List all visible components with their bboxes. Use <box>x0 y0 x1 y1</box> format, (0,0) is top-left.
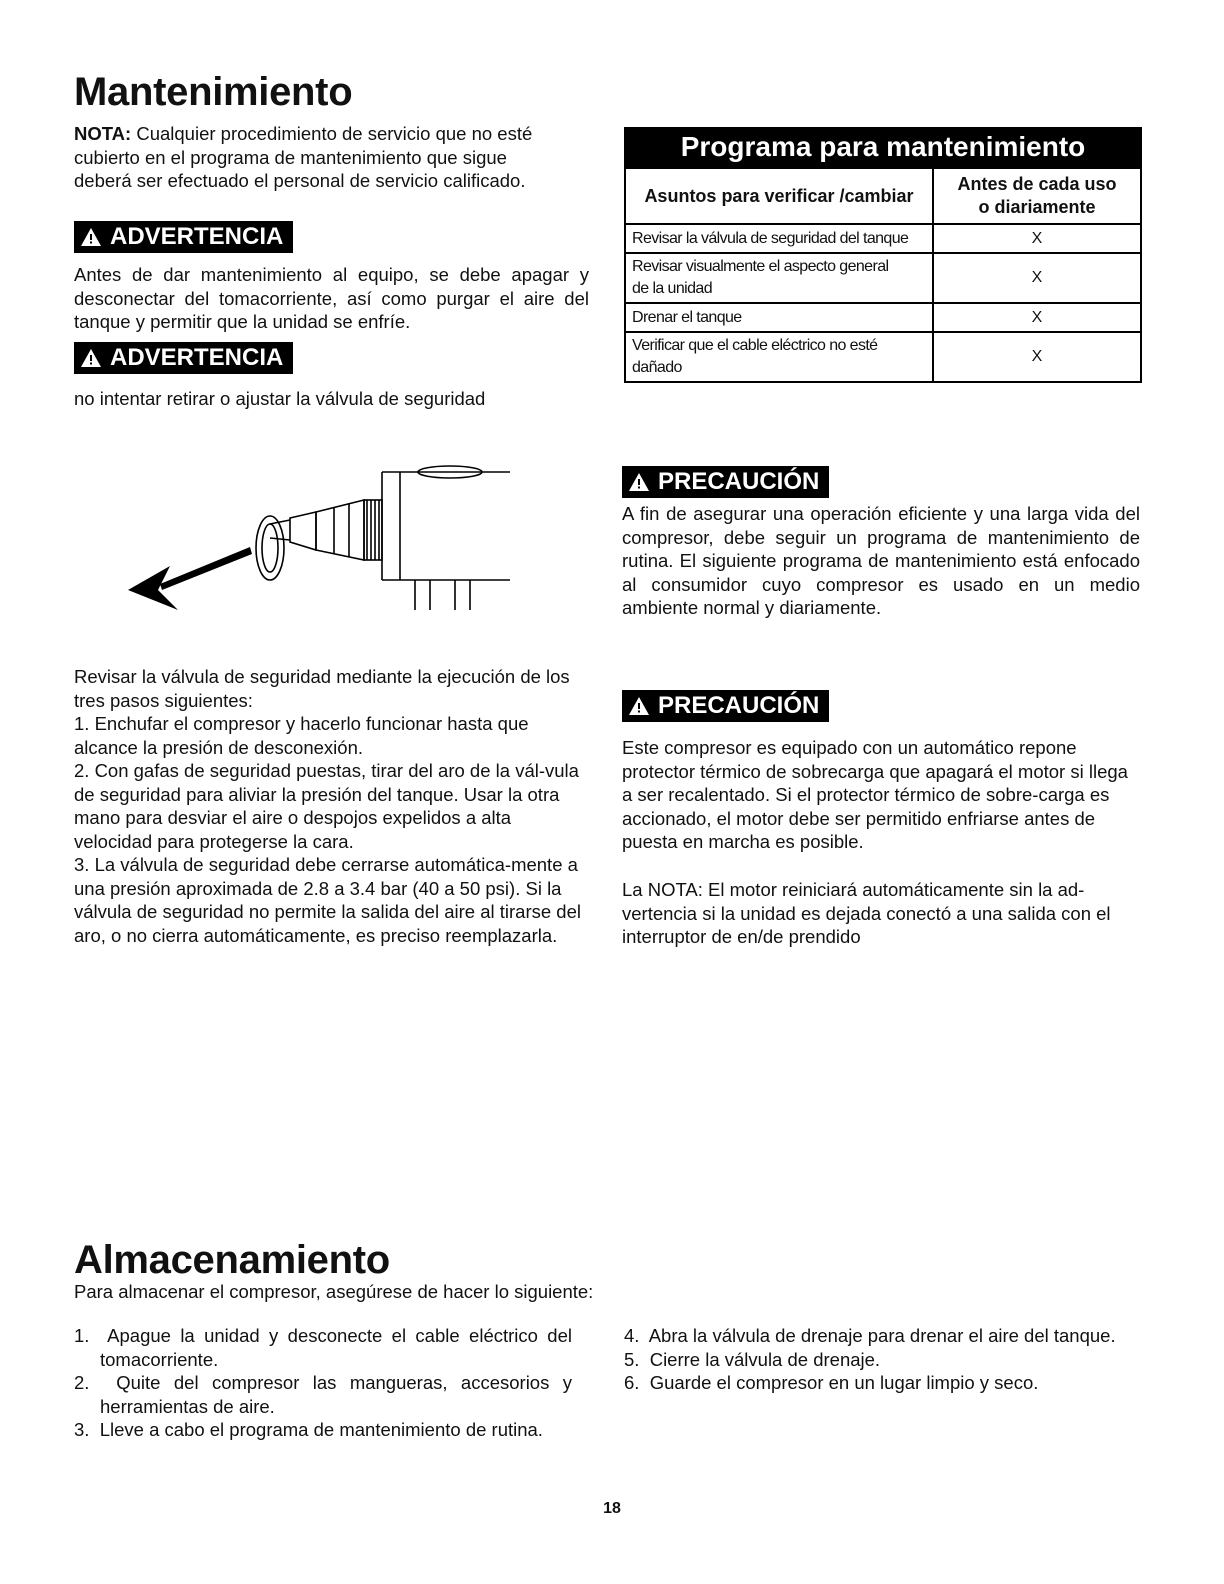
table-cell-mark: X <box>933 332 1141 382</box>
table-cell-mark: X <box>933 224 1141 253</box>
warning-triangle-icon <box>80 348 102 368</box>
storage-intro: Para almacenar el compresor, asegúrese de hacer lo siguiente: <box>74 1281 594 1302</box>
table-row <box>625 253 1141 303</box>
warning-banner <box>74 221 293 253</box>
warning-triangle-icon <box>628 696 650 716</box>
caution-text: Este compresor es equipado con un automático repone protector térmico de sobrecarga que apagará el motor si llega a ser recalentado. Si el protector térmico de sobre-carga es accionado, el motor debe ser permitido enfriarse antes de puesta en marcha es posible. <box>622 737 1128 852</box>
storage-title: Almacenamiento <box>74 1238 390 1282</box>
valve-check-step: 1. Enchufar el compresor y hacerlo funcionar hasta que alcance la presión de desconexión. <box>74 713 529 758</box>
table-header-row <box>625 168 1141 224</box>
list-item: 5. Cierre la válvula de drenaje. <box>624 1348 881 1370</box>
storage-list-right <box>624 1324 1124 1395</box>
table-row <box>625 332 1141 382</box>
page-title: Mantenimiento <box>74 70 353 114</box>
caution-label: PRECAUCIÓN <box>658 468 820 495</box>
schedule-table <box>624 167 1142 383</box>
table-row <box>625 303 1141 332</box>
list-item: 3. Lleve a cabo el programa de mantenimiento de rutina. <box>74 1419 543 1440</box>
warning-label: ADVERTENCIA <box>110 344 284 371</box>
table-cell: Drenar el tanque <box>625 303 933 332</box>
table-cell: Revisar la válvula de seguridad del tanque <box>625 224 933 253</box>
caution-label: PRECAUCIÓN <box>658 692 820 719</box>
safety-valve-figure <box>120 462 520 612</box>
note-label: NOTA: <box>74 123 132 144</box>
warning-text: no intentar retirar o ajustar la válvula de seguridad <box>74 388 486 409</box>
caution-banner <box>622 466 829 498</box>
warning-label: ADVERTENCIA <box>110 223 284 250</box>
list-item: 4. Abra la válvula de drenaje para drenar el aire del tanque. <box>624 1325 1116 1346</box>
page-number: 18 <box>603 1500 621 1517</box>
warning-banner <box>74 342 293 374</box>
column-header-items: Asuntos para verificar /cambiar <box>625 168 933 224</box>
table-cell: Verificar que el cable eléctrico no esté dañado <box>625 332 933 382</box>
schedule-title: Programa para mantenimiento <box>624 127 1142 167</box>
list-item: 6. Guarde el compresor en un lugar limpio y seco. <box>624 1372 1039 1393</box>
warning-text: Antes de dar mantenimiento al equipo, se debe apagar y desconectar del tomacorriente, así como purgar el aire del tanque y permitir que la unidad se enfríe. <box>74 264 589 332</box>
list-item: 2. Quite del compresor las mangueras, accesorios y herramientas de aire. <box>74 1372 572 1417</box>
valve-check-step: 3. La válvula de seguridad debe cerrarse automática-mente a una presión aproximada de 2.8 a 3.4 bar (40 a 50 psi). Si la válvula de seguridad no permite la salida del aire al tirarse del aro, o no cierra automáticamente, es preciso reemplazarla. <box>74 854 581 946</box>
list-item: 1. Apague la unidad y desconecte el cable eléctrico del tomacorriente. <box>74 1325 572 1370</box>
table-cell: Revisar visualmente el aspecto general de la unidad <box>625 253 933 303</box>
maintenance-schedule <box>624 127 1142 383</box>
note-paragraph <box>74 122 564 193</box>
storage-list-left <box>74 1324 572 1442</box>
note-text: Cualquier procedimiento de servicio que no esté cubierto en el programa de mantenimiento que sigue deberá ser efectuado el personal de servicio calificado. <box>74 123 533 191</box>
table-cell-mark: X <box>933 253 1141 303</box>
warning-triangle-icon <box>80 227 102 247</box>
column-header-frequency: Antes de cada uso o diariamente <box>933 168 1141 224</box>
caution-banner <box>622 690 829 722</box>
table-row <box>625 224 1141 253</box>
valve-check-step: 2. Con gafas de seguridad puestas, tirar del aro de la vál-vula de seguridad para aliviar la presión del tanque. Usar la otra mano para desviar el aire o despojos expelidos a alta velocidad para protegerse la cara. <box>74 760 579 852</box>
valve-check-intro: Revisar la válvula de seguridad mediante la ejecución de los tres pasos siguientes: <box>74 666 570 711</box>
warning-triangle-icon <box>628 472 650 492</box>
motor-reset-note: La NOTA: El motor reiniciará automáticamente sin la ad-vertencia si la unidad es dejada conectó a una salida con el interruptor de en/de prendido <box>622 879 1111 947</box>
table-cell-mark: X <box>933 303 1141 332</box>
caution-text: A fin de asegurar una operación eficiente y una larga vida del compresor, debe seguir un programa de mantenimiento de rutina. El siguiente programa de mantenimiento está enfocado al consumidor cuyo compresor es usado en un medio ambiente normal y diariamente. <box>622 503 1140 618</box>
